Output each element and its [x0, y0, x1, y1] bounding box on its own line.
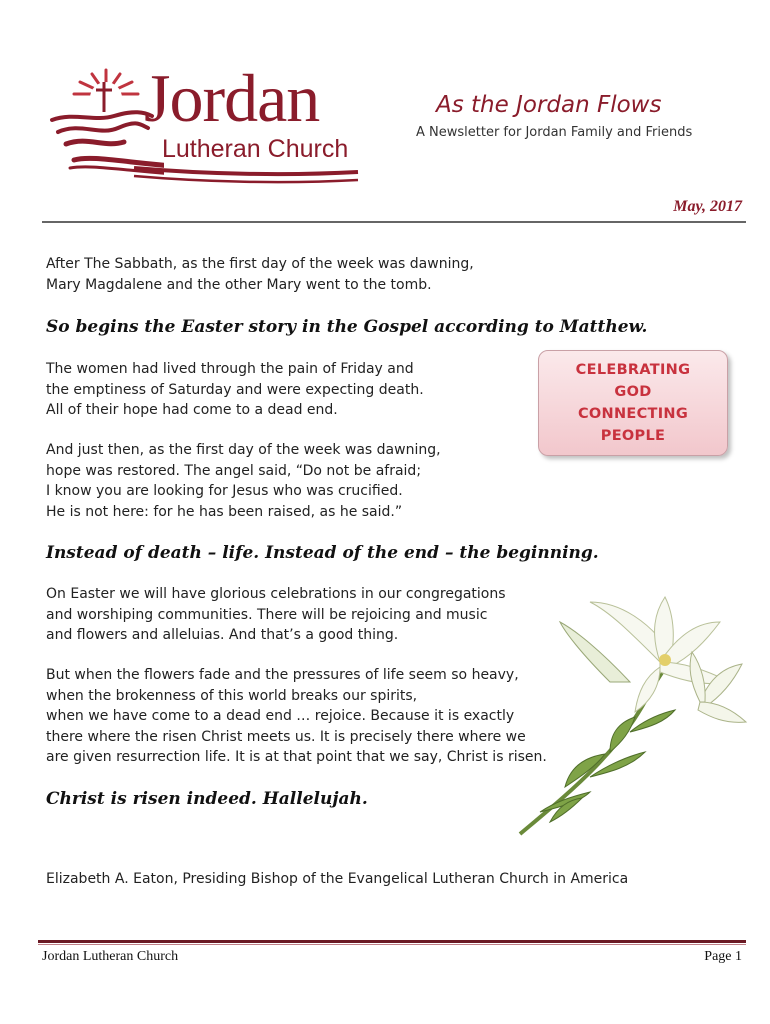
badge-line: PEOPLE [600, 428, 666, 444]
church-logo [44, 60, 364, 184]
text-line: and worshiping communities. There will be rejoicing and music [46, 606, 488, 623]
text-line: are given resurrection life. It is at that point that we say, Christ is risen. [46, 749, 547, 765]
intro-paragraph [46, 254, 586, 295]
easter-lily-icon [510, 572, 750, 842]
paragraph-flowers [46, 665, 586, 768]
text-line: And just then, as the first day of the week was dawning, [46, 442, 441, 458]
celebrating-badge [538, 350, 728, 456]
text-line: when we have come to a dead end … rejoice. Because it is exactly [46, 708, 515, 724]
footer-divider [38, 940, 746, 943]
text-line: the emptiness of Saturday and were expecting death. [46, 381, 424, 398]
header-divider [42, 221, 746, 223]
author-credit: Elizabeth A. Eaton, Presiding Bishop of the Evangelical Lutheran Church in America [46, 871, 629, 887]
heading-christ-risen: Christ is risen indeed. Hallelujah. [46, 789, 368, 809]
page-number: Page 1 [704, 949, 742, 964]
badge-line: CONNECTING [577, 406, 689, 422]
newsletter-title: As the Jordan Flows [436, 92, 662, 118]
text-line: there where the risen Christ meets us. It is precisely there where we [46, 728, 526, 745]
heading-instead: Instead of death – life. Instead of the end – the beginning. [46, 543, 599, 563]
text-line: hope was restored. The angel said, “Do not be afraid; [46, 462, 422, 479]
text-line: But when the flowers fade and the pressures of life seem so heavy, [46, 667, 519, 683]
text-line: I know you are looking for Jesus who was crucified. [46, 483, 403, 499]
paragraph-easter [46, 584, 566, 646]
text-line: and flowers and alleluias. And that’s a good thing. [46, 627, 399, 643]
logo-word: Jordan [144, 60, 320, 136]
text-line: After The Sabbath, as the first day of the week was dawning, [46, 256, 474, 272]
text-line: Mary Magdalene and the other Mary went to the tomb. [46, 276, 432, 293]
heading-matthew: So begins the Easter story in the Gospel according to Matthew. [46, 317, 648, 337]
issue-date: May, 2017 [673, 198, 742, 215]
footer-church-name: Jordan Lutheran Church [42, 949, 179, 964]
logo-subtitle: Lutheran Church [162, 135, 349, 163]
text-line: The women had lived through the pain of Friday and [46, 361, 414, 377]
badge-line: GOD [614, 384, 652, 400]
badge-line: CELEBRATING [575, 362, 691, 378]
paragraph-angel [46, 440, 586, 522]
text-line: He is not here: for he has been raised, as he said.” [46, 503, 403, 520]
text-line: On Easter we will have glorious celebrations in our congregations [46, 586, 506, 602]
newsletter-subtitle: A Newsletter for Jordan Family and Friends [416, 125, 693, 140]
text-line: All of their hope had come to a dead end. [46, 402, 338, 418]
paragraph-women [46, 359, 586, 421]
footer-divider-thin [38, 944, 746, 945]
text-line: when the brokenness of this world breaks our spirits, [46, 687, 418, 704]
